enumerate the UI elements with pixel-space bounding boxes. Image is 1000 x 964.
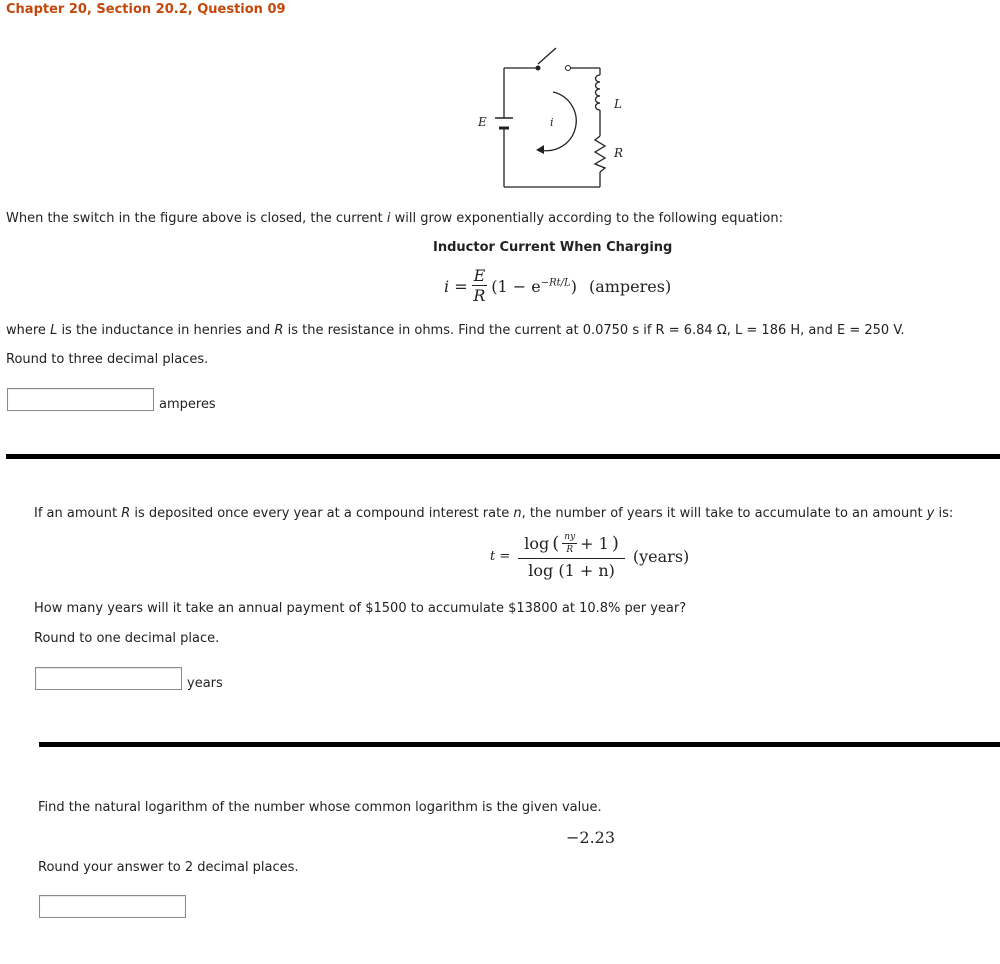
formula2-numerator xyxy=(518,533,625,559)
figure-label-i: i xyxy=(550,116,554,129)
q3-question: Find the natural logarithm of the number whose common logarithm is the given value. xyxy=(38,800,602,815)
q1-where-2: is the inductance in henries and xyxy=(57,323,275,338)
inductor-current-formula xyxy=(444,268,671,304)
formula2-num-plus: + 1 xyxy=(580,534,609,553)
formula-paren xyxy=(491,277,577,296)
q1-answer-unit: amperes xyxy=(159,397,216,412)
q2-intro-1: If an amount xyxy=(34,506,122,521)
q1-answer-input[interactable] xyxy=(7,388,154,411)
formula2-den: log (1 + n) xyxy=(528,561,615,580)
section-divider-1 xyxy=(6,454,1000,459)
q2-intro-2: is deposited once every year at a compound interest rate xyxy=(130,506,514,521)
formula2-inner-num: ny xyxy=(564,532,576,542)
formula2-open-paren: ( xyxy=(552,533,560,554)
q2-round-instruction: Round to one decimal place. xyxy=(34,631,220,646)
q2-intro-4: is: xyxy=(934,506,954,521)
q2-question: How many years will it take an annual payment of $1500 to accumulate $13800 at 10.8% per year? xyxy=(34,601,687,616)
q2-intro-y: y xyxy=(926,506,935,521)
formula-unit: (amperes) xyxy=(588,276,672,296)
formula2-unit: (years) xyxy=(632,546,690,566)
formula2-inner-den: R xyxy=(566,545,574,555)
figure-label-l: L xyxy=(614,97,622,111)
q3-given-value: −2.23 xyxy=(566,828,616,847)
formula-fraction xyxy=(472,268,488,304)
formula-paren-close: ) xyxy=(570,276,577,296)
q2-answer-unit: years xyxy=(187,676,223,691)
q1-where-3: is the resistance in ohms. Find the current at 0.0750 s if R = 6.84 Ω, L = 186 H, and E = 250 V. xyxy=(283,323,905,338)
figure-label-e: E xyxy=(478,115,487,129)
section-divider-2 xyxy=(39,742,1000,747)
formula-paren-open: (1 − e xyxy=(491,276,541,296)
formula2-inner-fraction xyxy=(562,533,577,555)
q2-intro xyxy=(34,506,953,521)
q3-round-instruction: Round your answer to 2 decimal places. xyxy=(38,860,299,875)
figure-label-r: R xyxy=(614,146,624,160)
q1-intro-text: When the switch in the figure above is closed, the current xyxy=(6,211,387,226)
formula-lhs: i = xyxy=(444,276,468,296)
q2-answer-input[interactable] xyxy=(35,667,182,690)
rl-circuit-figure xyxy=(470,40,640,195)
q1-intro-var: i xyxy=(386,211,391,226)
q1-round-instruction: Round to three decimal places. xyxy=(6,352,209,367)
formula-exponent: −Rt/L xyxy=(540,277,571,289)
q1-intro-text-2: will grow exponentially according to the following equation: xyxy=(390,211,783,226)
q1-intro xyxy=(6,211,783,226)
formula2-num-log: log xyxy=(524,534,550,553)
formula-num: E xyxy=(473,266,486,285)
page-title: Chapter 20, Section 20.2, Question 09 xyxy=(6,2,286,17)
q2-intro-r: R xyxy=(121,506,131,521)
formula2-fraction xyxy=(518,533,625,579)
years-formula xyxy=(490,533,689,579)
formula2-close-paren: ) xyxy=(611,533,619,554)
formula-den: R xyxy=(473,286,486,305)
q1-where-r: R xyxy=(274,323,284,338)
formula2-lhs: t = xyxy=(490,548,511,564)
q3-answer-input[interactable] xyxy=(39,895,186,918)
q2-intro-n: n xyxy=(513,506,522,521)
q1-where-text xyxy=(6,323,905,338)
q2-intro-3: , the number of years it will take to accumulate to an amount xyxy=(521,506,927,521)
formula-title: Inductor Current When Charging xyxy=(433,240,673,255)
q1-where-1: where xyxy=(6,323,51,338)
q1-where-l: L xyxy=(50,323,58,338)
